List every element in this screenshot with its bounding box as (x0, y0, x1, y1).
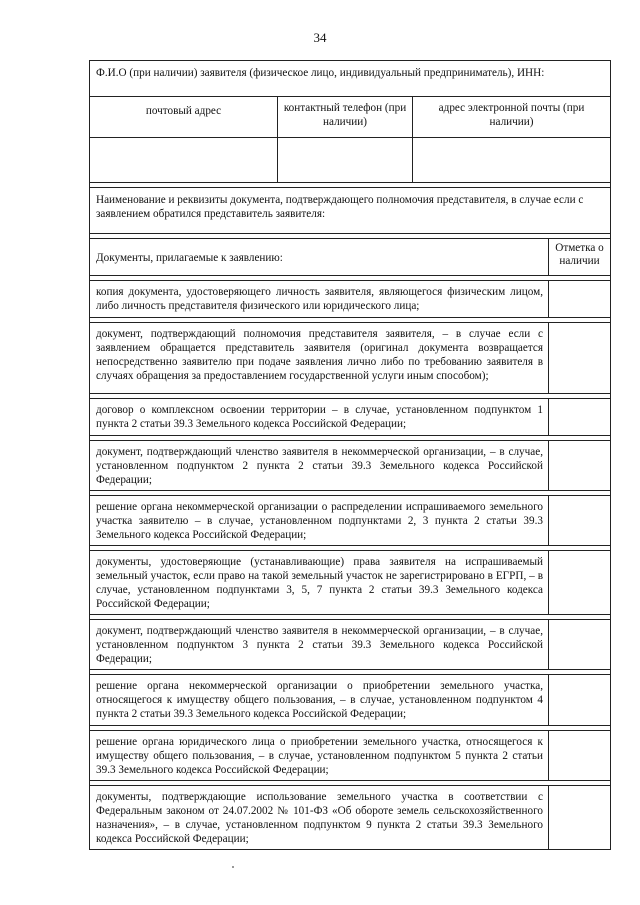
document-row (90, 785, 610, 850)
document-row (90, 674, 610, 726)
page-number: 34 (313, 30, 327, 45)
representative-document-label: Наименование и реквизиты документа, подтверждающего полномочия представителя, в случае если с заявлением обратился представитель заявителя: (96, 194, 584, 220)
document-item-text: документ, подтверждающий членство заявителя в некоммерческой организации, – в случае, установленном подпунктом 3 пункта 2 статьи 39.3 Земельного кодекса Российской Федерации; (90, 620, 549, 669)
email-value[interactable] (413, 138, 610, 182)
application-form-table (89, 60, 611, 850)
representative-document-field[interactable] (90, 187, 610, 234)
document-row (90, 730, 610, 781)
applicant-name-label: Ф.И.О (при наличии) заявителя (физическое лицо, индивидуальный предприниматель), ИНН: (96, 67, 545, 79)
document-item-text: документы, подтверждающие использование земельного участка в соответствии с Федеральным законом от 24.07.2002 № 101-ФЗ «Об обороте земель сельскохозяйственного назначения», – в случае, установленном подпунктом 9 пункта 2 статьи 39.3 Земельного кодекса Российской Федерации; (90, 786, 549, 849)
document-item-mark-cell[interactable] (549, 551, 610, 614)
contacts-header-row (90, 97, 610, 137)
document-row (90, 398, 610, 436)
document-item-text: решение органа юридического лица о приобретении земельного участка, относящегося к имуществу общего пользования, – в случае, установленном подпунктом 5 пункта 2 статьи 39.3 Земельного кодекса Российской Федерации; (90, 731, 549, 780)
phone-header: контактный телефон (при наличии) (278, 97, 413, 137)
phone-value[interactable] (278, 138, 413, 182)
document-row (90, 495, 610, 546)
document-row (90, 619, 610, 670)
documents-list (90, 276, 610, 850)
document-item-mark-cell[interactable] (549, 496, 610, 545)
document-row (90, 322, 610, 394)
document-item-text: решение органа некоммерческой организации о приобретении земельного участка, относящегося к имуществу общего пользования, – в случае, установленном подпунктом 4 пункта 2 статьи 39.3 Земельного кодекса Российской Федерации; (90, 675, 549, 725)
document-item-mark-cell[interactable] (549, 675, 610, 725)
document-item-mark-cell[interactable] (549, 441, 610, 490)
document-item-text: документ, подтверждающий членство заявителя в некоммерческой организации, – в случае, установленном подпунктом 2 пункта 2 статьи 39.3 Земельного кодекса Российской Федерации; (90, 441, 549, 490)
document-item-text: решение органа некоммерческой организации о распределении испрашиваемого земельного участка заявителю – в случае, установленном подпунктами 2, 3 пункта 2 статьи 39.3 Земельного кодекса Российской Федерации; (90, 496, 549, 545)
document-item-mark-cell[interactable] (549, 620, 610, 669)
postal-address-value[interactable] (90, 138, 278, 182)
scan-speck (232, 866, 234, 868)
documents-header: Документы, прилагаемые к заявлению: (90, 239, 549, 275)
documents-header-row (90, 238, 610, 276)
document-item-text: документы, удостоверяющие (устанавливающие) права заявителя на испрашиваемый земельный участок, если право на такой земельный участок не зарегистрировано в ЕГРП, – в случае, установленном подпунктами 3, 5, 7 пункта 2 статьи 39.3 Земельного кодекса Российской Федерации; (90, 551, 549, 614)
document-item-mark-cell[interactable] (549, 323, 610, 393)
mark-header: Отметка о наличии (555, 242, 604, 267)
postal-address-header: почтовый адрес (90, 97, 278, 137)
applicant-name-field[interactable] (90, 60, 610, 97)
document-item-mark-cell[interactable] (549, 281, 610, 317)
document-row (90, 550, 610, 615)
document-row (90, 440, 610, 491)
contacts-section (90, 97, 610, 183)
contacts-value-row (90, 137, 610, 182)
document-item-mark-cell[interactable] (549, 786, 610, 849)
document-item-mark-cell[interactable] (549, 399, 610, 435)
document-item-text: договор о комплексном освоении территории – в случае, установленном подпунктом 1 пункта 2 статьи 39.3 Земельного кодекса Российской Федерации; (90, 399, 549, 435)
document-row (90, 280, 610, 318)
document-item-text: копия документа, удостоверяющего личность заявителя, являющегося физическим лицом, либо личность представителя физического или юридического лица; (90, 281, 549, 317)
document-item-mark-cell[interactable] (549, 731, 610, 780)
email-header: адрес электронной почты (при наличии) (438, 102, 585, 128)
document-item-text: документ, подтверждающий полномочия представителя заявителя, – в случае если с заявлением обращается представитель заявителя (оригинал документа возвращается непосредственно заявителю при подаче заявления лично либо по требованию заявителя в случаях обращения за предоставлением государственной услуги иным способом); (90, 323, 549, 393)
